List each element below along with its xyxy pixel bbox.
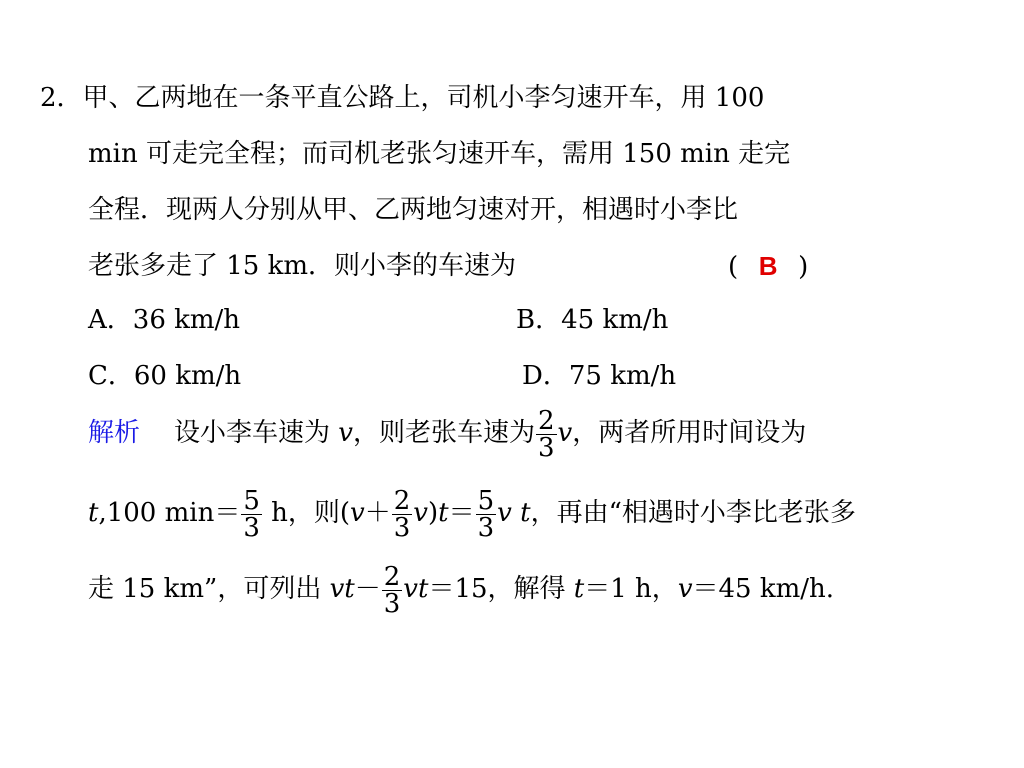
equals-sign: ＝ <box>448 498 475 528</box>
paren-close: ) <box>798 252 809 282</box>
question-line-4 <box>88 250 516 282</box>
fraction-two-thirds <box>392 485 413 543</box>
frac-den: 3 <box>538 432 555 463</box>
solution-text: ＝15，解得 <box>428 574 574 604</box>
answer-bracket <box>728 250 808 283</box>
var-v: v <box>557 418 573 448</box>
var-v: v <box>677 574 693 604</box>
question-text-1: 甲、乙两地在一条平直公路上，司机小李匀速开车，用 100 <box>82 83 765 113</box>
question-number: 2． <box>40 83 83 113</box>
fraction-five-thirds <box>476 485 497 543</box>
solution-text: ) <box>428 498 439 528</box>
solution-text: h，则( <box>262 498 351 528</box>
frac-num: 5 <box>477 485 495 516</box>
solution-line-3 <box>88 556 834 622</box>
frac-den: 3 <box>393 512 411 543</box>
solution-text: ＝1 h， <box>584 574 678 604</box>
var-t: t <box>573 574 585 604</box>
frac-num: 2 <box>383 561 401 592</box>
var-v: v <box>350 498 365 528</box>
var-vt: vt <box>329 574 355 604</box>
frac-num: 2 <box>538 405 555 436</box>
solution-text: ,100 min＝ <box>98 498 241 528</box>
frac-num: 5 <box>243 485 260 516</box>
question-line-2: min 可走完全程；而司机老张匀速开车，需用 150 min 走完 <box>88 139 791 169</box>
option-b: B．45 km/h <box>516 305 669 335</box>
fraction-five-thirds <box>241 485 262 543</box>
option-a: A．36 km/h <box>88 305 241 335</box>
frac-den: 3 <box>477 512 495 543</box>
frac-den: 3 <box>383 588 401 619</box>
var-v: v <box>413 498 428 528</box>
var-t: t <box>88 498 99 528</box>
plus-sign: ＋ <box>364 498 391 528</box>
var-v: v <box>497 498 512 528</box>
solution-text: ，再由“相遇时小李比老张多 <box>530 498 856 528</box>
solution-line-1 <box>88 400 806 466</box>
paren-open: ( <box>728 252 739 282</box>
solution-text: 设小李车速为 <box>174 418 339 448</box>
var-v: v <box>338 418 353 448</box>
solution-line-2 <box>88 480 856 546</box>
fraction-two-thirds <box>382 561 403 619</box>
frac-den: 3 <box>243 512 260 543</box>
fraction-two-thirds <box>536 405 557 463</box>
frac-num: 2 <box>393 485 411 516</box>
question-line-3: 全程．现两人分别从甲、乙两地匀速对开，相遇时小李比 <box>88 195 739 225</box>
option-d: D．75 km/h <box>522 361 677 391</box>
option-c: C．60 km/h <box>88 361 242 391</box>
solution-text: 走 15 km”，可列出 <box>88 574 330 604</box>
solution-text: ＝45 km/h. <box>692 574 835 604</box>
question-text-4: 老张多走了 15 km．则小李的车速为 <box>88 251 517 281</box>
solution-text: ，两者所用时间设为 <box>572 418 807 448</box>
var-t: t <box>438 498 449 528</box>
var-vt: vt <box>403 574 429 604</box>
minus-sign: － <box>354 574 381 604</box>
question-line-1 <box>40 82 764 114</box>
solution-label: 解析 <box>88 418 141 448</box>
answer-letter: B <box>758 251 778 281</box>
solution-text: ，则老张车速为 <box>352 418 535 448</box>
var-t: t <box>511 498 531 528</box>
